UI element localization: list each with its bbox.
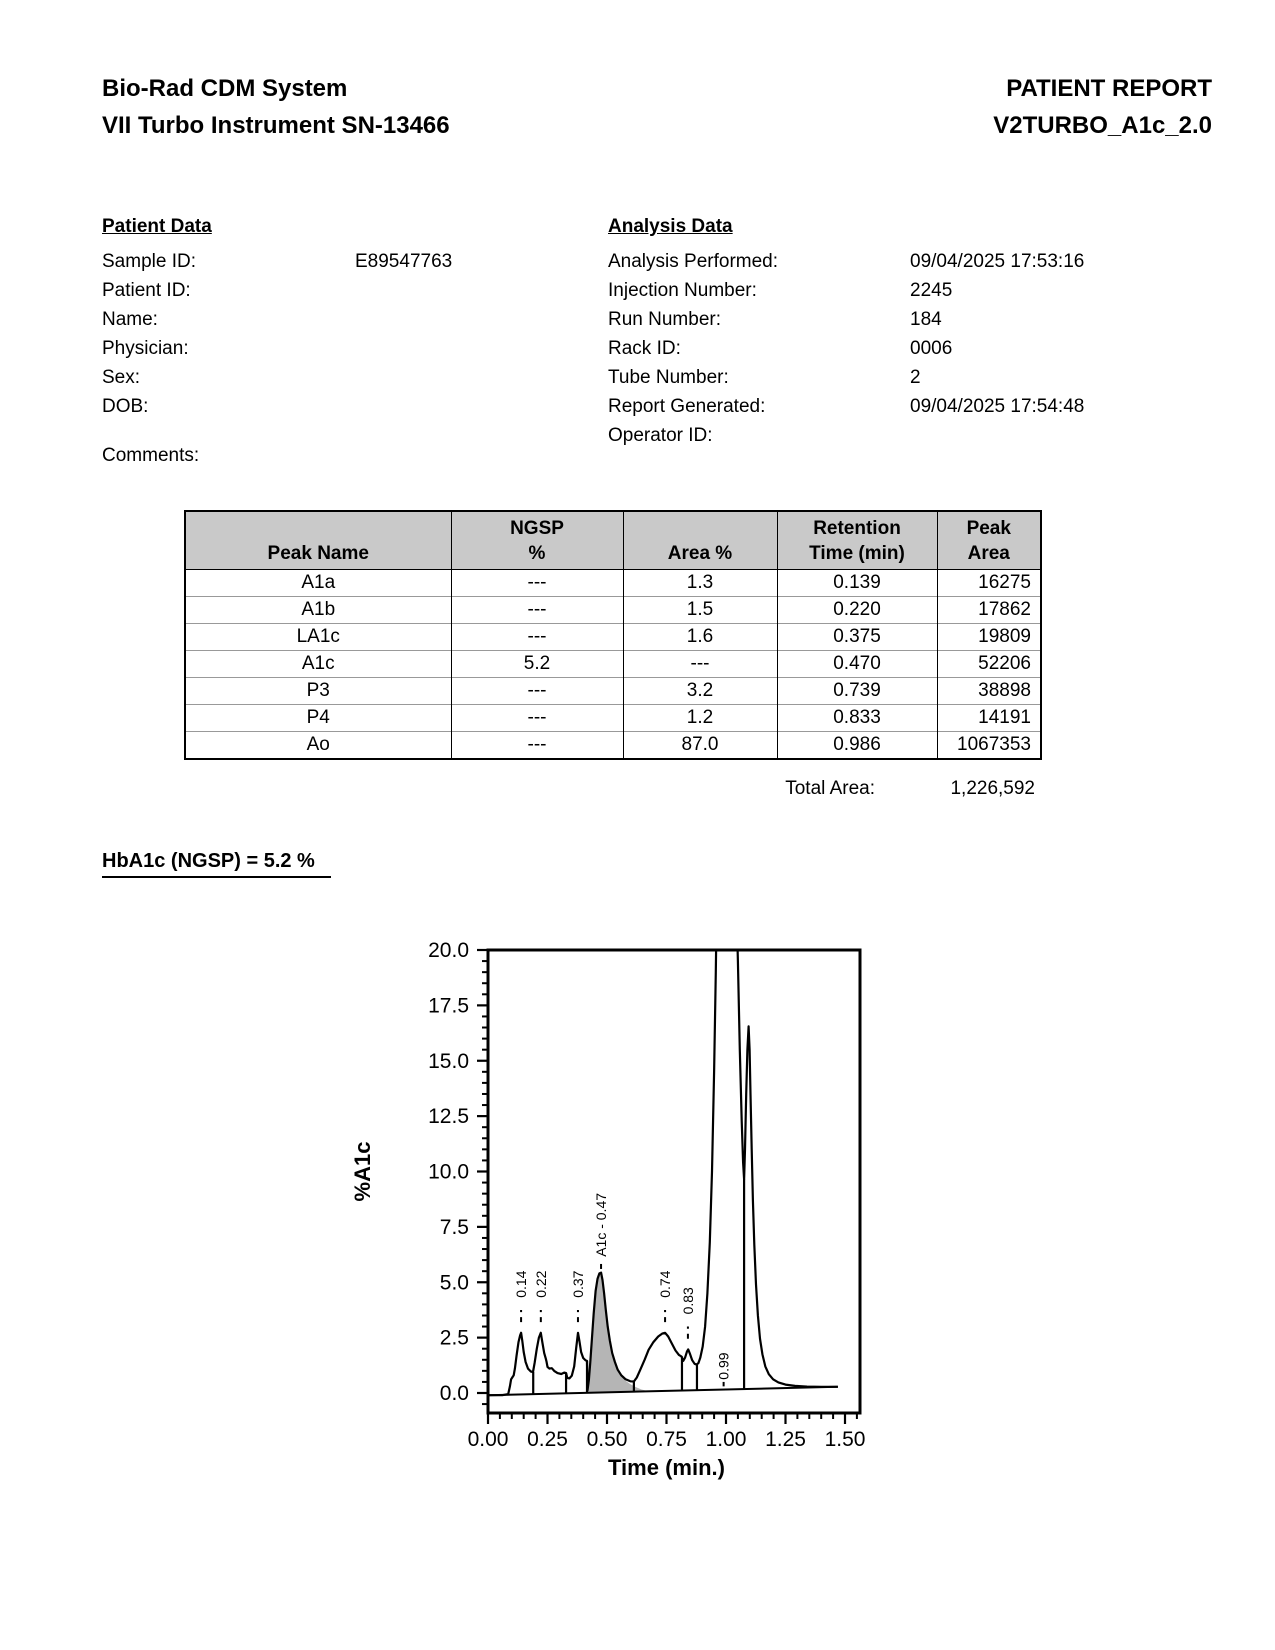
peak-table-cell: A1c: [185, 651, 451, 678]
patient-data-section: [102, 216, 452, 470]
peak-table-cell: 3.2: [623, 678, 777, 705]
peak-table-cell: P4: [185, 705, 451, 732]
field-label: Sex:: [102, 367, 141, 388]
peak-table-header-cell: Peak Name: [185, 511, 451, 570]
peak-table-row: [185, 570, 1041, 597]
patient-data-title: Patient Data: [102, 216, 212, 237]
field-label: Patient ID:: [102, 280, 191, 301]
field-row: [608, 334, 1084, 363]
field-row: [608, 305, 1084, 334]
peak-table-cell: 38898: [937, 678, 1041, 705]
peak-results-table: [184, 510, 1042, 760]
peak-table-cell: 1.5: [623, 597, 777, 624]
x-tick-label: 0.50: [586, 1428, 628, 1451]
peak-table-cell: 5.2: [451, 651, 623, 678]
plot-border: [488, 950, 860, 1413]
peak-table-row: [185, 651, 1041, 678]
x-tick-label: 0.75: [646, 1428, 687, 1451]
peak-table-cell: 0.986: [777, 732, 937, 760]
peak-table-cell: ---: [451, 705, 623, 732]
integration-baseline: [488, 1387, 838, 1395]
analysis-data-title: Analysis Data: [608, 216, 733, 237]
field-label: Analysis Performed:: [608, 251, 779, 272]
peak-table-cell: 1.3: [623, 570, 777, 597]
peak-table-cell: 1.2: [623, 705, 777, 732]
peak-table-cell: 0.470: [777, 651, 937, 678]
peak-label: 0.37: [570, 1270, 586, 1298]
field-label: Physician:: [102, 338, 189, 359]
x-axis-title: Time (min.): [608, 1455, 725, 1480]
field-label: DOB:: [102, 396, 149, 417]
peak-table-header-cell: Peak Area: [937, 511, 1041, 570]
field-row: [102, 276, 452, 305]
total-area-label: Total Area:: [785, 778, 875, 799]
peak-table-header-row: [185, 511, 1041, 570]
field-label: Rack ID:: [608, 338, 681, 359]
chromatogram-chart: [300, 878, 940, 1498]
peak-table-cell: 0.833: [777, 705, 937, 732]
peak-table-cell: 14191: [937, 705, 1041, 732]
peak-label: 0.74: [657, 1270, 674, 1298]
peak-table-cell: LA1c: [185, 624, 451, 651]
field-row: [608, 276, 1084, 305]
peak-table-row: [185, 624, 1041, 651]
x-tick-label: 0.25: [527, 1428, 568, 1451]
hba1c-result: HbA1c (NGSP) = 5.2 %: [102, 850, 331, 878]
field-value: 09/04/2025 17:53:16: [910, 251, 1085, 272]
field-label: Run Number:: [608, 309, 721, 330]
y-tick-label: 17.5: [428, 994, 469, 1018]
x-tick-label: 1.25: [765, 1428, 806, 1451]
peak-label: 0.14: [513, 1270, 530, 1298]
y-tick-label: 0.0: [439, 1382, 469, 1405]
y-axis-title: %A1c: [350, 1141, 375, 1202]
method-name: V2TURBO_A1c_2.0: [993, 112, 1212, 139]
peak-table-cell: 1.6: [623, 624, 777, 651]
field-value: 09/04/2025 17:54:48: [910, 396, 1085, 417]
peak-table-cell: 19809: [937, 624, 1041, 651]
report-header-left: [102, 70, 450, 144]
y-tick-label: 20.0: [428, 939, 469, 962]
peak-table-header-cell: Area %: [623, 511, 777, 570]
total-area-row: [184, 778, 1035, 800]
peak-table-cell: 52206: [937, 651, 1041, 678]
field-label: Injection Number:: [608, 280, 757, 301]
field-value: 2245: [910, 280, 953, 301]
peak-table-cell: 17862: [937, 597, 1041, 624]
field-row: [102, 305, 452, 334]
peak-table-cell: 0.375: [777, 624, 937, 651]
y-tick-label: 7.5: [439, 1215, 469, 1239]
peak-label: 0.83: [679, 1287, 696, 1315]
analysis-data-section: [608, 216, 1084, 450]
peak-table-row: [185, 597, 1041, 624]
field-label: Name:: [102, 309, 158, 330]
field-row: [608, 363, 1084, 392]
system-title: Bio-Rad CDM System: [102, 75, 348, 102]
field-value: E89547763: [355, 251, 453, 272]
field-row: [102, 363, 452, 392]
peak-table-header-cell: NGSP %: [451, 511, 623, 570]
field-value: 0006: [910, 338, 953, 359]
field-row: [608, 392, 1084, 421]
x-tick-label: 0.00: [467, 1428, 509, 1451]
peak-table-cell: ---: [623, 651, 777, 678]
total-area-value: 1,226,592: [950, 778, 1035, 799]
peak-table-cell: 0.739: [777, 678, 937, 705]
peak-table-row: [185, 732, 1041, 760]
peak-label: 0.22: [532, 1270, 549, 1298]
field-value: 184: [910, 309, 942, 330]
plot-area: [488, 906, 838, 1396]
x-tick-label: 1.50: [824, 1428, 866, 1451]
field-label: Operator ID:: [608, 425, 713, 446]
report-header-right: [993, 70, 1212, 144]
field-label: Tube Number:: [608, 367, 729, 388]
y-tick-label: 5.0: [439, 1271, 469, 1295]
y-tick-label: 10.0: [428, 1160, 469, 1184]
field-row: [102, 334, 452, 363]
report-type: PATIENT REPORT: [1006, 75, 1212, 102]
peak-table-cell: A1a: [185, 570, 451, 597]
field-row: [608, 247, 1084, 276]
peak-table-header-cell: Retention Time (min): [777, 511, 937, 570]
peak-table-cell: 0.139: [777, 570, 937, 597]
y-tick-label: 2.5: [439, 1326, 469, 1350]
y-tick-label: 12.5: [428, 1105, 469, 1129]
peak-table-cell: 87.0: [623, 732, 777, 760]
peak-table-cell: 16275: [937, 570, 1041, 597]
peak-table-cell: ---: [451, 597, 623, 624]
peak-table-cell: Ao: [185, 732, 451, 760]
field-row: [102, 392, 452, 421]
peak-table-cell: ---: [451, 570, 623, 597]
y-tick-label: 15.0: [428, 1049, 469, 1073]
peak-table-cell: 0.220: [777, 597, 937, 624]
field-label: Report Generated:: [608, 396, 766, 417]
field-row: [102, 247, 452, 276]
field-row: [608, 421, 1084, 450]
peak-table-cell: P3: [185, 678, 451, 705]
field-value: 2: [910, 367, 921, 388]
peak-label: A1c - 0.47: [593, 1192, 610, 1257]
comments-label: Comments:: [102, 445, 200, 466]
peak-table-cell: ---: [451, 624, 623, 651]
peak-table-cell: A1b: [185, 597, 451, 624]
peak-label: 0.99: [715, 1352, 732, 1380]
peak-table-row: [185, 678, 1041, 705]
peak-table-cell: ---: [451, 678, 623, 705]
instrument-title: VII Turbo Instrument SN-13466: [102, 112, 450, 139]
peak-table-row: [185, 705, 1041, 732]
field-label: Sample ID:: [102, 251, 196, 272]
peak-table-cell: 1067353: [937, 732, 1041, 760]
peak-table-cell: ---: [451, 732, 623, 760]
x-tick-label: 1.00: [705, 1428, 747, 1451]
